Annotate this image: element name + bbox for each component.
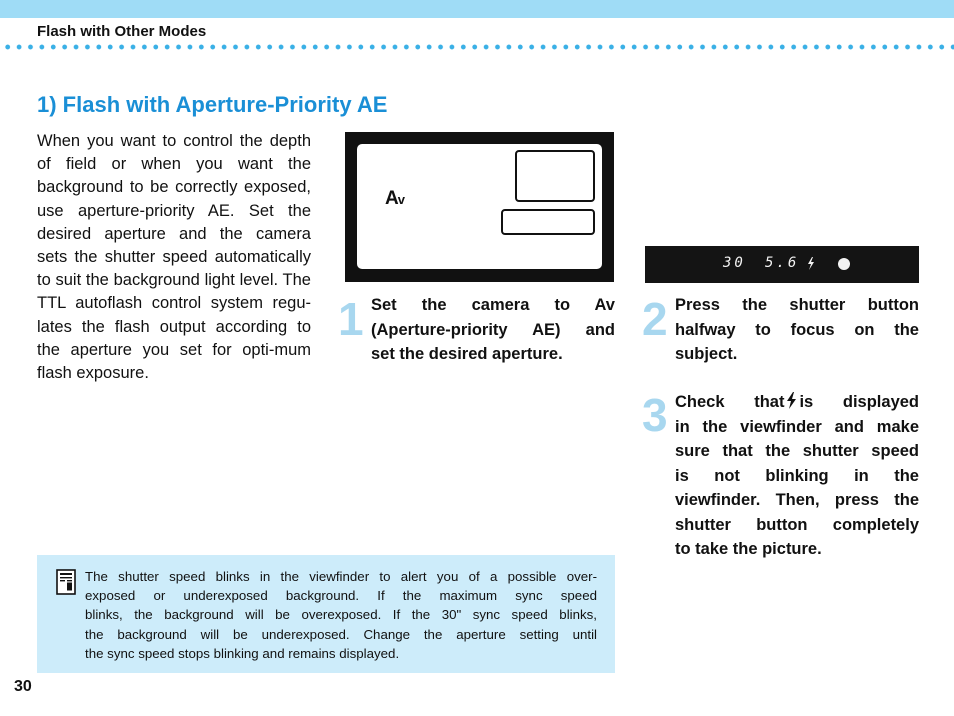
step-3-line: shutter button completely	[675, 515, 919, 534]
note-line: the sync speed stops blinking and remains displayed.	[85, 645, 400, 661]
note-line: The shutter speed blinks in the viewfinder to alert you of a possible over-	[85, 569, 597, 584]
viewfinder-info-window	[501, 209, 595, 235]
step-2-text	[675, 293, 919, 367]
step-3-number: 3	[642, 389, 668, 441]
dotted-divider	[0, 43, 954, 51]
step-1-line: set the desired aperture.	[371, 345, 563, 363]
step-3-line: in the viewfinder and make	[675, 417, 919, 436]
section-label: Flash with Other Modes	[37, 23, 207, 40]
step-3-text	[675, 390, 919, 562]
av-mode-subscript: v	[397, 192, 404, 207]
focus-confirmation-dot	[838, 258, 850, 270]
step-2-line: subject.	[675, 345, 738, 363]
step-2-line: Press the shutter button	[675, 296, 919, 314]
step-3-line: to take the picture.	[675, 540, 822, 558]
viewfinder-diagram	[345, 132, 614, 282]
step-3-line: sure that the shutter speed	[675, 442, 919, 460]
step-1-line: Set the camera to Av	[371, 296, 615, 314]
note-line: exposed or underexposed background. If the maximum sync speed	[85, 588, 597, 604]
step-1-line: (Aperture-priority AE) and	[371, 320, 615, 339]
intro-paragraph: When you want to control the depth of field or when you want the background to be correctly exposed, use aperture-priority AE. Set the desired aperture and the camera sets the shutter speed automatically to suit the background light level. The TTL autoflash control system regu-lates the flash output according to the aperture you set for opti-mum flash exposure.	[37, 132, 311, 383]
note-line: blinks, the background will be overexposed. If the 30" sync speed blinks,	[85, 607, 597, 623]
step-2-line: halfway to focus on the	[675, 320, 919, 339]
av-mode-indicator	[385, 188, 404, 210]
note-box	[37, 555, 615, 673]
step-3-line: viewfinder. Then, press the	[675, 491, 919, 509]
step-1-text	[371, 293, 615, 367]
av-mode-letter: A	[385, 188, 398, 209]
step-1-number: 1	[338, 293, 364, 345]
page-title: 1) Flash with Aperture-Priority AE	[37, 92, 388, 117]
viewfinder-screen	[357, 144, 602, 269]
step-2-number: 2	[642, 293, 668, 345]
top-color-band	[0, 0, 954, 18]
lcd-shutter-speed: 30	[723, 255, 746, 271]
note-line: the background will be underexposed. Change the aperture setting until	[85, 626, 597, 642]
memo-icon	[56, 569, 76, 600]
step-3-line1-before: Check that	[675, 393, 785, 411]
flash-bolt-icon	[807, 257, 815, 274]
flash-bolt-icon	[786, 392, 797, 409]
step-3-line	[675, 390, 919, 415]
page-number: 30	[14, 678, 32, 695]
lcd-aperture: 5.6	[765, 255, 800, 271]
viewfinder-display-window	[515, 150, 595, 202]
note-text	[85, 567, 597, 663]
viewfinder-lcd-readout	[645, 246, 919, 283]
step-3-line1-after: is displayed	[799, 393, 919, 411]
step-3-line: is not blinking in the	[675, 466, 919, 485]
